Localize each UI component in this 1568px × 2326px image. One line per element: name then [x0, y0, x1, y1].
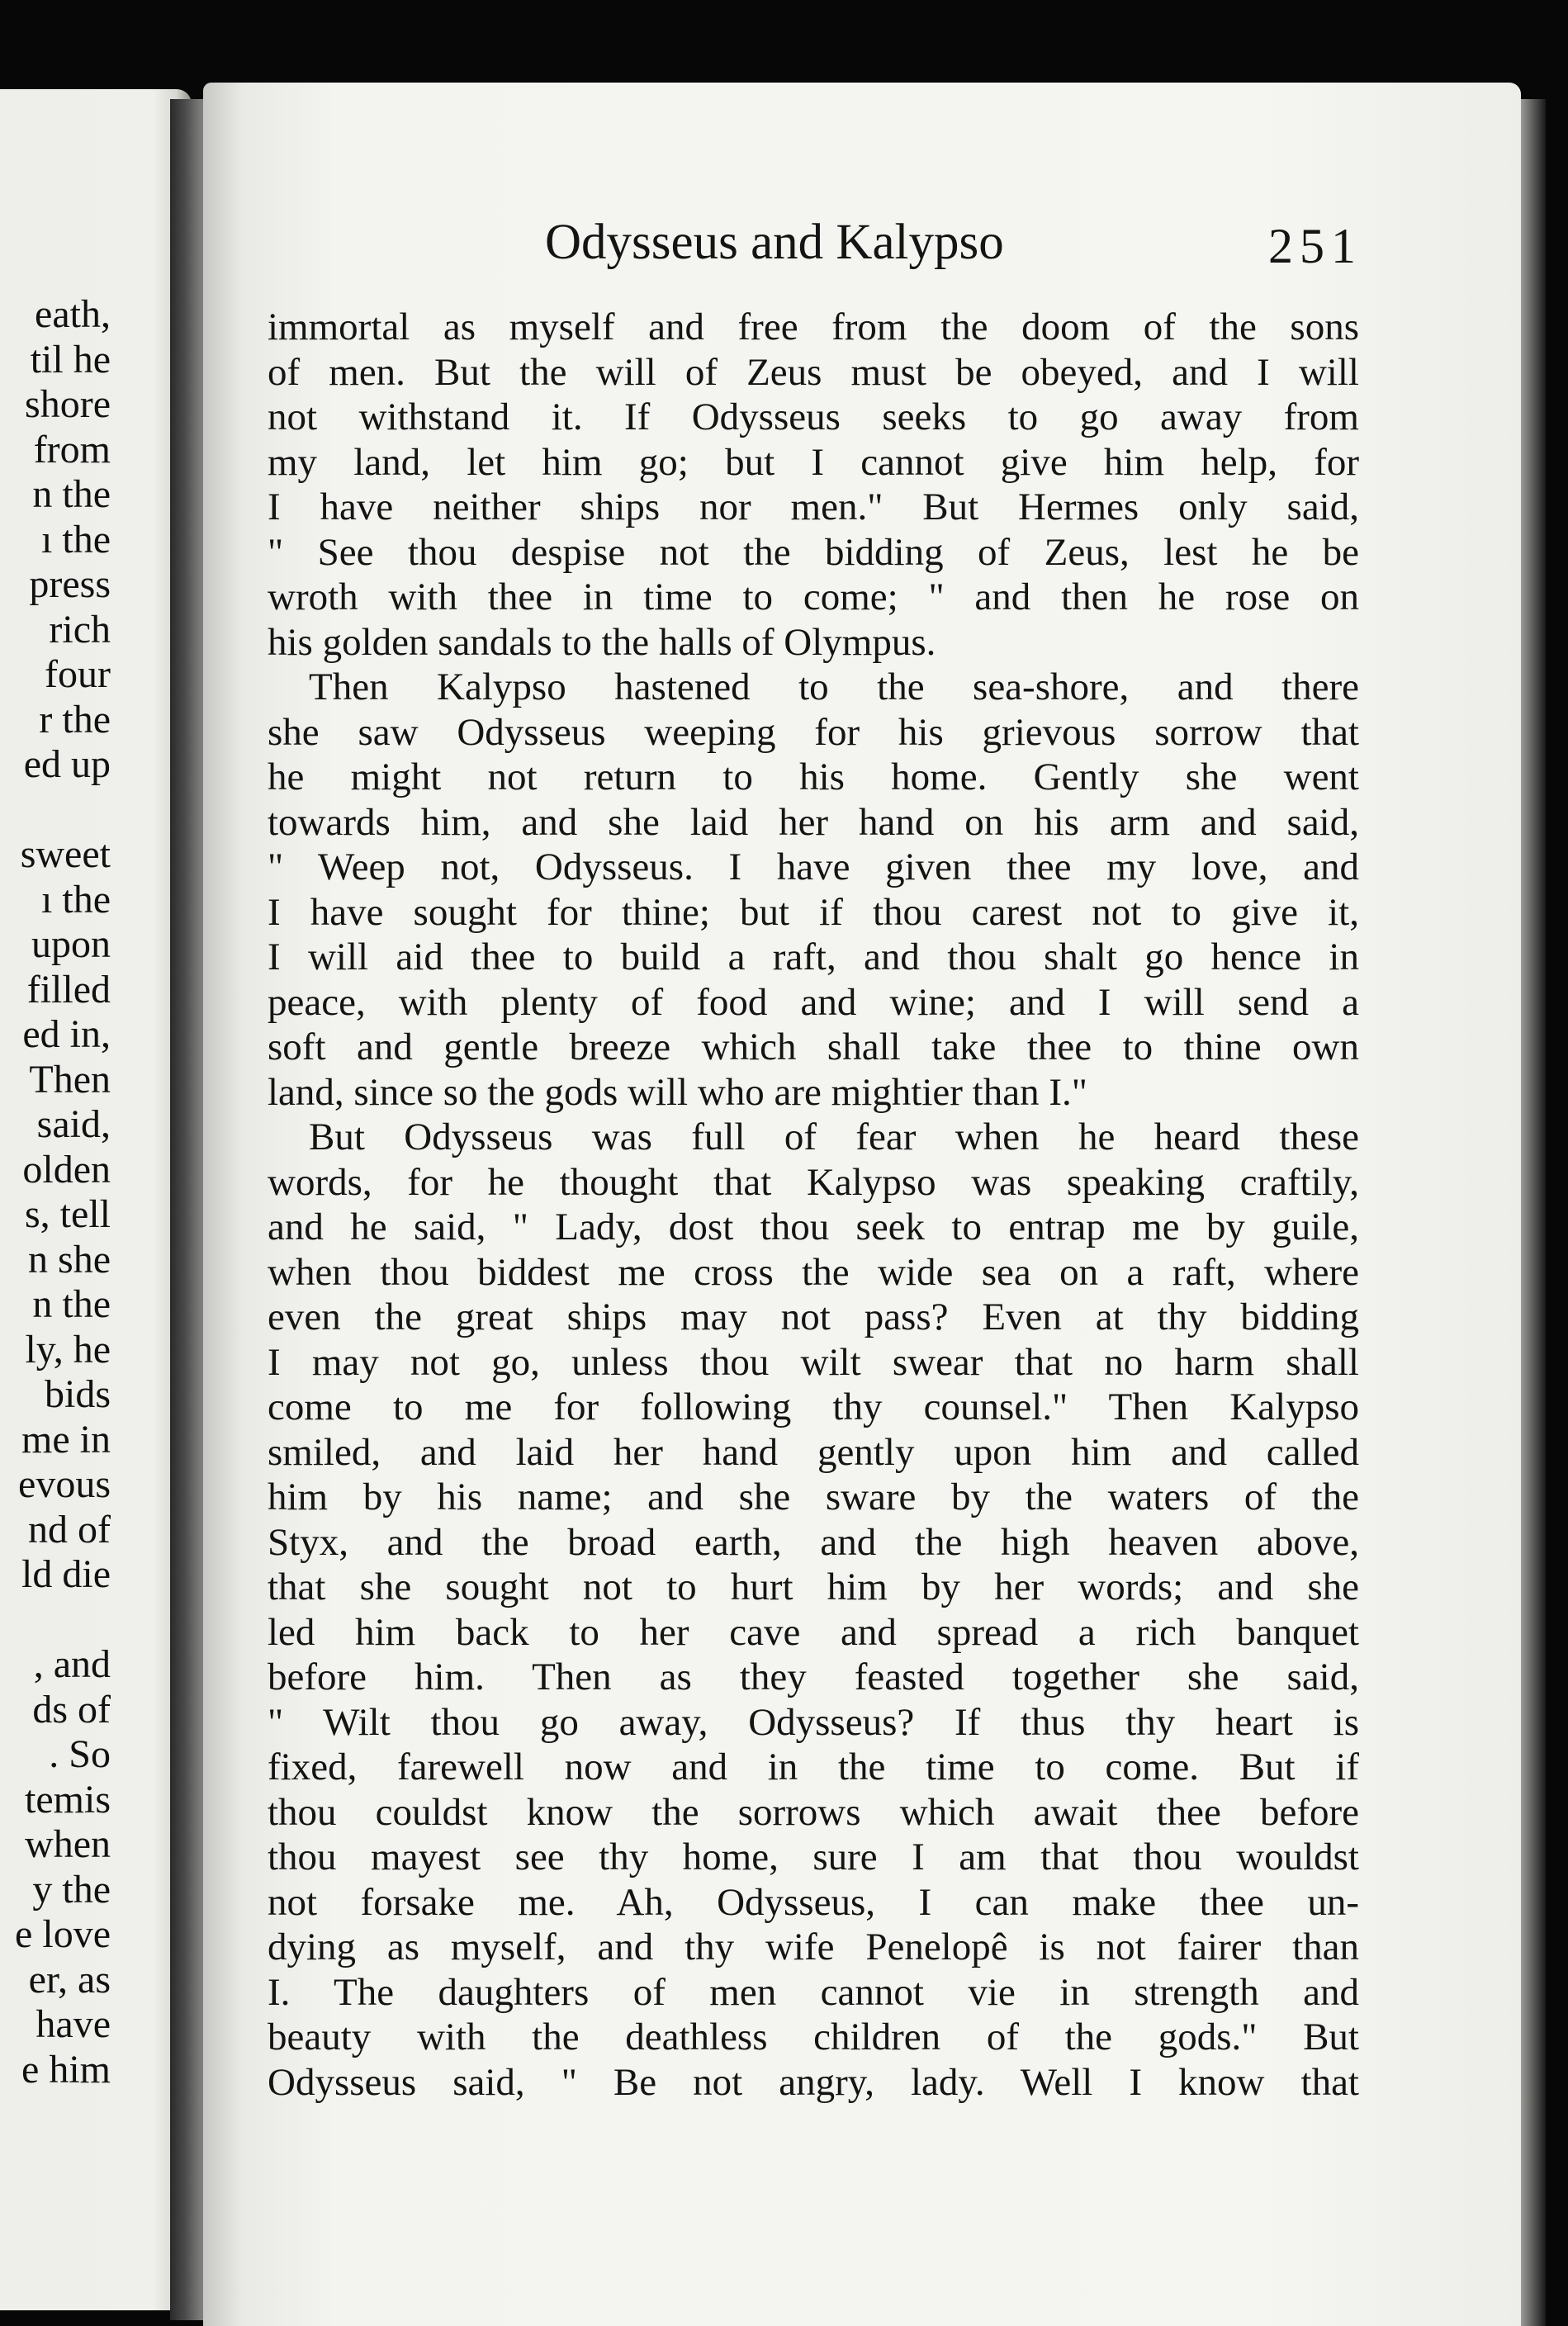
left-page-line: ed in, — [22, 1012, 111, 1056]
running-head: Odysseus and Kalypso — [545, 215, 1004, 270]
text-line: towards him, and she laid her hand on his arm and said, — [268, 800, 1359, 844]
text-line: dying as myself, and thy wife Penelopê is not fairer than — [268, 1926, 1359, 1968]
left-page-line: when — [25, 1822, 111, 1866]
left-page-line: sweet — [20, 832, 111, 876]
left-page-line: ld die — [21, 1552, 111, 1596]
left-page-line: olden — [22, 1147, 111, 1191]
left-page-line: eath, — [35, 292, 111, 336]
text-line: led him back to her cave and spread a rich banquet — [268, 1610, 1359, 1654]
text-line: come to me for following thy counsel." Then Kalypso — [268, 1386, 1359, 1428]
left-page-line: e him — [21, 2047, 111, 2092]
text-line: before him. Then as they feasted together she said, — [268, 1656, 1359, 1698]
text-line: even the great ships may not pass? Even at thy bidding — [268, 1296, 1359, 1338]
text-line: Odysseus said, " Be not angry, lady. Well I know that — [268, 2060, 1359, 2104]
text-line: of men. But the will of Zeus must be obeyed, and I will — [268, 350, 1359, 394]
left-page-line: filled — [26, 967, 111, 1011]
left-page-line: er, as — [28, 1957, 111, 2001]
text-line: that she sought not to hurt him by her words; and she — [268, 1566, 1359, 1608]
left-page-line: bids — [44, 1372, 111, 1416]
left-page-line: r the — [39, 697, 111, 741]
left-page-line: nd of — [28, 1507, 111, 1551]
text-line: he might not return to his home. Gently she went — [268, 756, 1359, 798]
text-line: words, for he thought that Kalypso was speaking craftily, — [268, 1160, 1359, 1204]
page-edge-shadow — [1521, 99, 1546, 2326]
text-line: " See thou despise not the bidding of Zeus, lest he be — [268, 530, 1359, 574]
text-line: soft and gentle breeze which shall take thee to thine own — [268, 1026, 1359, 1068]
text-line: I will aid thee to build a raft, and thou shalt go hence in — [268, 936, 1359, 978]
left-page-line: shore — [25, 382, 111, 426]
left-page-line: , and — [33, 1642, 111, 1686]
text-line: thou mayest see thy home, sure I am that thou wouldst — [268, 1836, 1359, 1878]
text-line: I. The daughters of men cannot vie in strength and — [268, 1970, 1359, 2014]
left-page-line: y the — [32, 1867, 111, 1911]
text-line: peace, with plenty of food and wine; and I will send a — [268, 980, 1359, 1024]
left-page-line: rich — [49, 607, 111, 651]
text-line: him by his name; and she sware by the waters of the — [268, 1476, 1359, 1518]
left-page-line: n the — [32, 1282, 111, 1326]
left-page-line: ds of — [32, 1687, 111, 1731]
text-line: " Wilt thou go away, Odysseus? If thus thy heart is — [268, 1700, 1359, 1744]
paragraph-first-line: But Odysseus was full of fear when he heard these — [309, 1116, 1359, 1158]
text-line: smiled, and laid her hand gently upon him and called — [268, 1430, 1359, 1474]
text-line: my land, let him go; but I cannot give him help, for — [268, 440, 1359, 484]
left-page-line: upon — [31, 922, 111, 966]
left-page-line: me in — [21, 1417, 111, 1461]
left-page-line: s, tell — [25, 1192, 111, 1236]
left-page-line: . So — [49, 1732, 111, 1776]
body-text — [268, 305, 1359, 2105]
left-page-line: n she — [28, 1237, 111, 1281]
text-line: beauty with the deathless children of the gods." But — [268, 2016, 1359, 2058]
text-line: I have sought for thine; but if thou carest not to give it, — [268, 890, 1359, 934]
left-page-line: evous — [18, 1462, 111, 1506]
text-line: fixed, farewell now and in the time to come. But if — [268, 1746, 1359, 1788]
text-line: I may not go, unless thou wilt swear that no harm shall — [268, 1340, 1359, 1384]
text-line: when thou biddest me cross the wide sea on a raft, where — [268, 1250, 1359, 1294]
text-line: thou couldst know the sorrows which await thee before — [268, 1790, 1359, 1834]
text-line: not forsake me. Ah, Odysseus, I can make thee un- — [268, 1880, 1359, 1924]
page-number: 251 — [1268, 219, 1362, 273]
text-line: immortal as myself and free from the doom of the sons — [268, 306, 1359, 348]
left-page-line: ed up — [23, 742, 111, 786]
left-page-fragment — [0, 89, 192, 2310]
text-line: wroth with thee in time to come; " and then he rose on — [268, 576, 1359, 618]
text-line: not withstand it. If Odysseus seeks to go away from — [268, 396, 1359, 438]
left-page-line: n the — [32, 472, 111, 516]
text-line: she saw Odysseus weeping for his grievous sorrow that — [268, 710, 1359, 754]
text-line: Styx, and the broad earth, and the high heaven above, — [268, 1520, 1359, 1564]
left-page-line: press — [29, 562, 111, 606]
left-page-line: from — [33, 427, 111, 471]
left-page-line: Then — [29, 1057, 111, 1101]
left-page-line: ı the — [41, 877, 111, 921]
left-page-line: til he — [30, 337, 111, 381]
left-page-line: four — [45, 652, 111, 696]
text-line: his golden sandals to the halls of Olympus. — [268, 620, 936, 664]
paragraph-first-line: Then Kalypso hastened to the sea-shore, and there — [309, 666, 1359, 708]
left-page-line: have — [36, 2002, 111, 2046]
left-page-line: said, — [36, 1102, 111, 1146]
text-line: I have neither ships nor men." But Hermes only said, — [268, 486, 1359, 528]
left-page-line: ı the — [41, 517, 111, 561]
left-page-line: temis — [25, 1777, 111, 1821]
left-page-line: ly, he — [25, 1327, 111, 1371]
text-line: " Weep not, Odysseus. I have given thee my love, and — [268, 846, 1359, 888]
text-line: land, since so the gods will who are mightier than I." — [268, 1070, 1087, 1114]
left-page-line: e love — [15, 1912, 111, 1956]
text-line: and he said, " Lady, dost thou seek to entrap me by guile, — [268, 1206, 1359, 1248]
